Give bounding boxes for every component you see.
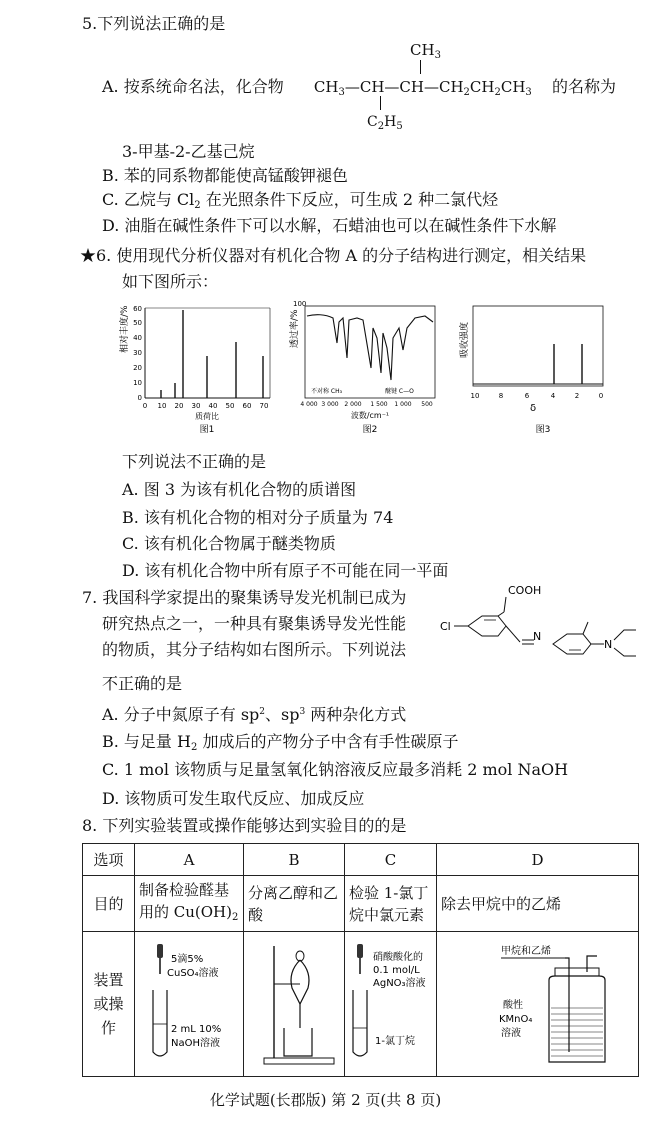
q7-n-imine: N <box>533 630 542 643</box>
q7-option-c: C. 1 mol 该物质与足量氢氧化钠溶液反应最多消耗 2 mol NaOH <box>102 760 569 779</box>
q6-figure-1 <box>115 298 275 438</box>
q8-c-label-1: 硝酸酸化的 <box>373 952 423 963</box>
q7-stem-3: 的物质，其分子结构如右图所示。下列说法 <box>102 640 407 659</box>
q7-stem-1: 7. 我国科学家提出的聚集诱导发光机制已成为 <box>82 588 407 607</box>
fig2-ylabel: 透过率/% <box>290 309 300 348</box>
q8-device-a <box>135 932 244 1077</box>
q5-bond-down <box>380 96 381 110</box>
fig3-xtick-10: 10 <box>470 392 480 400</box>
q8-d-label-gas: 甲烷和乙烯 <box>501 946 551 957</box>
q7-option-b: B. 与足量 $H_2$ 加成后的产物分子中含有手性碳原子 <box>102 732 459 753</box>
fig1-ytick-20: 20 <box>133 364 142 372</box>
fig1-xtick-0: 0 <box>142 402 148 410</box>
q8-d-label-sol2: KMnO₄ <box>499 1014 533 1025</box>
q8-d-label-sol3: 溶液 <box>501 1028 521 1039</box>
q5-option-c: C. 乙烷与 $Cl_2$ 在光照条件下反应，可生成 2 种二氯代烃 <box>102 190 499 211</box>
q8-apparatus-c <box>345 932 437 1072</box>
test-tube-icon <box>353 990 367 1056</box>
q8-a-label-4: NaOH溶液 <box>171 1038 220 1049</box>
q5-ch3-top: $CH_3$ <box>410 41 441 61</box>
q5-bond-up <box>420 60 421 74</box>
q8-apparatus-a <box>135 932 243 1072</box>
q8-header-b: B <box>244 844 345 876</box>
separatory-funnel-icon <box>291 960 309 1004</box>
fig1-xtick-10: 10 <box>157 402 167 410</box>
q8-purpose-b: 分离乙醇和乙酸 <box>244 876 345 932</box>
q7-ring-2 <box>553 634 591 654</box>
gas-washing-bottle-icon <box>549 976 605 1062</box>
q5-option-b: B. 苯的同系物都能使高锰酸钾褪色 <box>102 166 348 185</box>
q7-stem-2: 研究热点之一，一种具有聚集诱导发光性能 <box>102 614 407 633</box>
q8-stem: 8. 下列实验装置或操作能够达到实验目的的是 <box>82 816 407 835</box>
fig3-xlabel: δ <box>529 403 537 414</box>
q7-option-d: D. 该物质可发生取代反应、加成反应 <box>102 789 365 808</box>
fig1-xlabel: 质荷比 <box>195 412 219 421</box>
fig3-xtick-4: 4 <box>550 392 556 400</box>
q8-header-d: D <box>437 844 639 876</box>
fig1-ytick-0: 0 <box>137 394 142 402</box>
fig2-ytick-100: 100 <box>293 300 307 308</box>
q8-header-option: 选项 <box>83 844 135 876</box>
fig1-ytick-30: 30 <box>133 349 142 357</box>
fig1-caption: 图1 <box>199 425 215 435</box>
q7-cooh: COOH <box>508 584 542 597</box>
fig2-xtick-1500: 1 500 <box>370 401 388 408</box>
q8-purpose-row <box>83 876 639 932</box>
q8-header-row <box>83 844 639 876</box>
q6-option-d: D. 该有机化合物中所有原子不可能在同一平面 <box>122 561 449 580</box>
fig1-xtick-70: 70 <box>259 402 269 410</box>
q8-header-a: A <box>135 844 244 876</box>
q7-n-amine: N <box>604 638 613 651</box>
q6-sub-stem: 下列说法不正确的是 <box>122 452 267 471</box>
dropper-bulb-icon <box>357 944 363 958</box>
fig2-xtick-4000: 4 000 <box>300 401 318 408</box>
dropper-bulb-icon <box>157 944 163 958</box>
q6-stem-1: ★6. 使用现代分析仪器对有机化合物 A 的分子结构进行测定，相关结果 <box>80 246 587 265</box>
fig2-xtick-3000: 3 000 <box>321 401 339 408</box>
q5-c2h5: $C_2H_5$ <box>367 114 403 132</box>
q7-cl: Cl <box>440 620 451 633</box>
q8-a-label-2: CuSO₄溶液 <box>167 968 219 979</box>
q8-c-label-4: 1-氯丁烷 <box>375 1036 415 1047</box>
q7-ring-1 <box>468 616 506 636</box>
q5-option-a: A. 按系统命名法，化合物 $CH_3—CH—CH—CH_2CH_2CH_3$ 的名称为 <box>102 77 616 98</box>
fig2-label-ch3: 不对称 CH₃ <box>311 388 343 395</box>
beaker-icon <box>284 1028 312 1056</box>
stand-base-icon <box>264 1058 334 1064</box>
q7-stem-4: 不正确的是 <box>102 674 183 693</box>
q8-apparatus-b <box>244 932 344 1072</box>
q6-figure-2 <box>285 298 445 438</box>
fig3-caption: 图3 <box>535 425 551 435</box>
fig1-ytick-50: 50 <box>133 319 142 327</box>
q5-name: 3-甲基-2-乙基己烷 <box>122 142 255 161</box>
test-tube-icon <box>153 990 167 1056</box>
fig2-xtick-2000: 2 000 <box>344 401 362 408</box>
fig1-ytick-10: 10 <box>133 379 142 387</box>
q8-device-b <box>244 932 345 1077</box>
fig1-xtick-30: 30 <box>191 402 201 410</box>
q8-c-label-3: AgNO₃溶液 <box>373 978 426 989</box>
q6-option-a: A. 图 3 为该有机化合物的质谱图 <box>122 480 357 499</box>
q8-purpose-d: 除去甲烷中的乙烯 <box>437 876 639 932</box>
q8-purpose-c: 检验 1-氯丁烷中氯元素 <box>345 876 437 932</box>
fig1-xtick-60: 60 <box>242 402 252 410</box>
fig1-xtick-40: 40 <box>208 402 218 410</box>
q6-option-c: C. 该有机化合物属于醚类物质 <box>122 534 336 553</box>
fig2-label-co: 醚键 C—O <box>385 388 414 395</box>
q8-purpose-a: 制备检验醛基用的 $Cu(OH)_2$ <box>135 876 244 932</box>
q8-c-label-2: 0.1 mol/L <box>373 965 420 976</box>
fig3-xtick-6: 6 <box>524 392 530 400</box>
fig2-xtick-1000: 1 000 <box>394 401 412 408</box>
fig1-ylabel: 相对丰度/% <box>120 305 130 353</box>
q8-a-label-1: 5滴5% <box>171 954 204 965</box>
fig2-caption: 图2 <box>362 425 378 435</box>
q8-header-c: C <box>345 844 437 876</box>
q8-a-label-3: 2 mL 10% <box>171 1024 222 1035</box>
q7-option-a: A. 分子中氮原子有 $sp^2$、$sp^3$ 两种杂化方式 <box>102 705 407 724</box>
q8-table <box>82 843 639 1077</box>
q8-d-label-sol1: 酸性 <box>503 1000 523 1011</box>
q6-stem-2: 如下图所示： <box>122 272 219 291</box>
q5-option-d: D. 油脂在碱性条件下可以水解，石蜡油也可以在碱性条件下水解 <box>102 216 557 235</box>
q7-structure <box>438 582 648 672</box>
fig3-ylabel: 吸收强度 <box>460 321 470 358</box>
fig3-xtick-0: 0 <box>598 392 604 400</box>
q6-option-b: B. 该有机化合物的相对分子质量为 74 <box>122 508 394 527</box>
q8-device-row <box>83 932 639 1077</box>
fig2-xlabel: 波数/cm⁻¹ <box>350 411 390 420</box>
q8-device-label: 装置或操作 <box>83 932 135 1077</box>
q5-stem: 5.下列说法正确的是 <box>82 14 226 33</box>
fig1-ytick-60: 60 <box>133 305 142 313</box>
q8-apparatus-d <box>437 932 637 1072</box>
fig3-xtick-8: 8 <box>498 392 504 400</box>
q6-figure-3 <box>455 298 615 438</box>
fig1-xtick-20: 20 <box>174 402 184 410</box>
fig2-xtick-500: 500 <box>421 401 433 408</box>
q8-purpose-label: 目的 <box>83 876 135 932</box>
q8-device-c <box>345 932 437 1077</box>
q8-device-d <box>437 932 639 1077</box>
fig1-xtick-50: 50 <box>225 402 235 410</box>
outlet-tube-icon <box>587 956 597 972</box>
stopper-icon <box>555 968 599 976</box>
fig2-ir-curve <box>307 315 433 380</box>
fig1-ytick-40: 40 <box>133 334 142 342</box>
page-footer: 化学试题(长郡版) 第 2 页(共 8 页) <box>209 1091 442 1109</box>
fig3-xtick-2: 2 <box>574 392 580 400</box>
